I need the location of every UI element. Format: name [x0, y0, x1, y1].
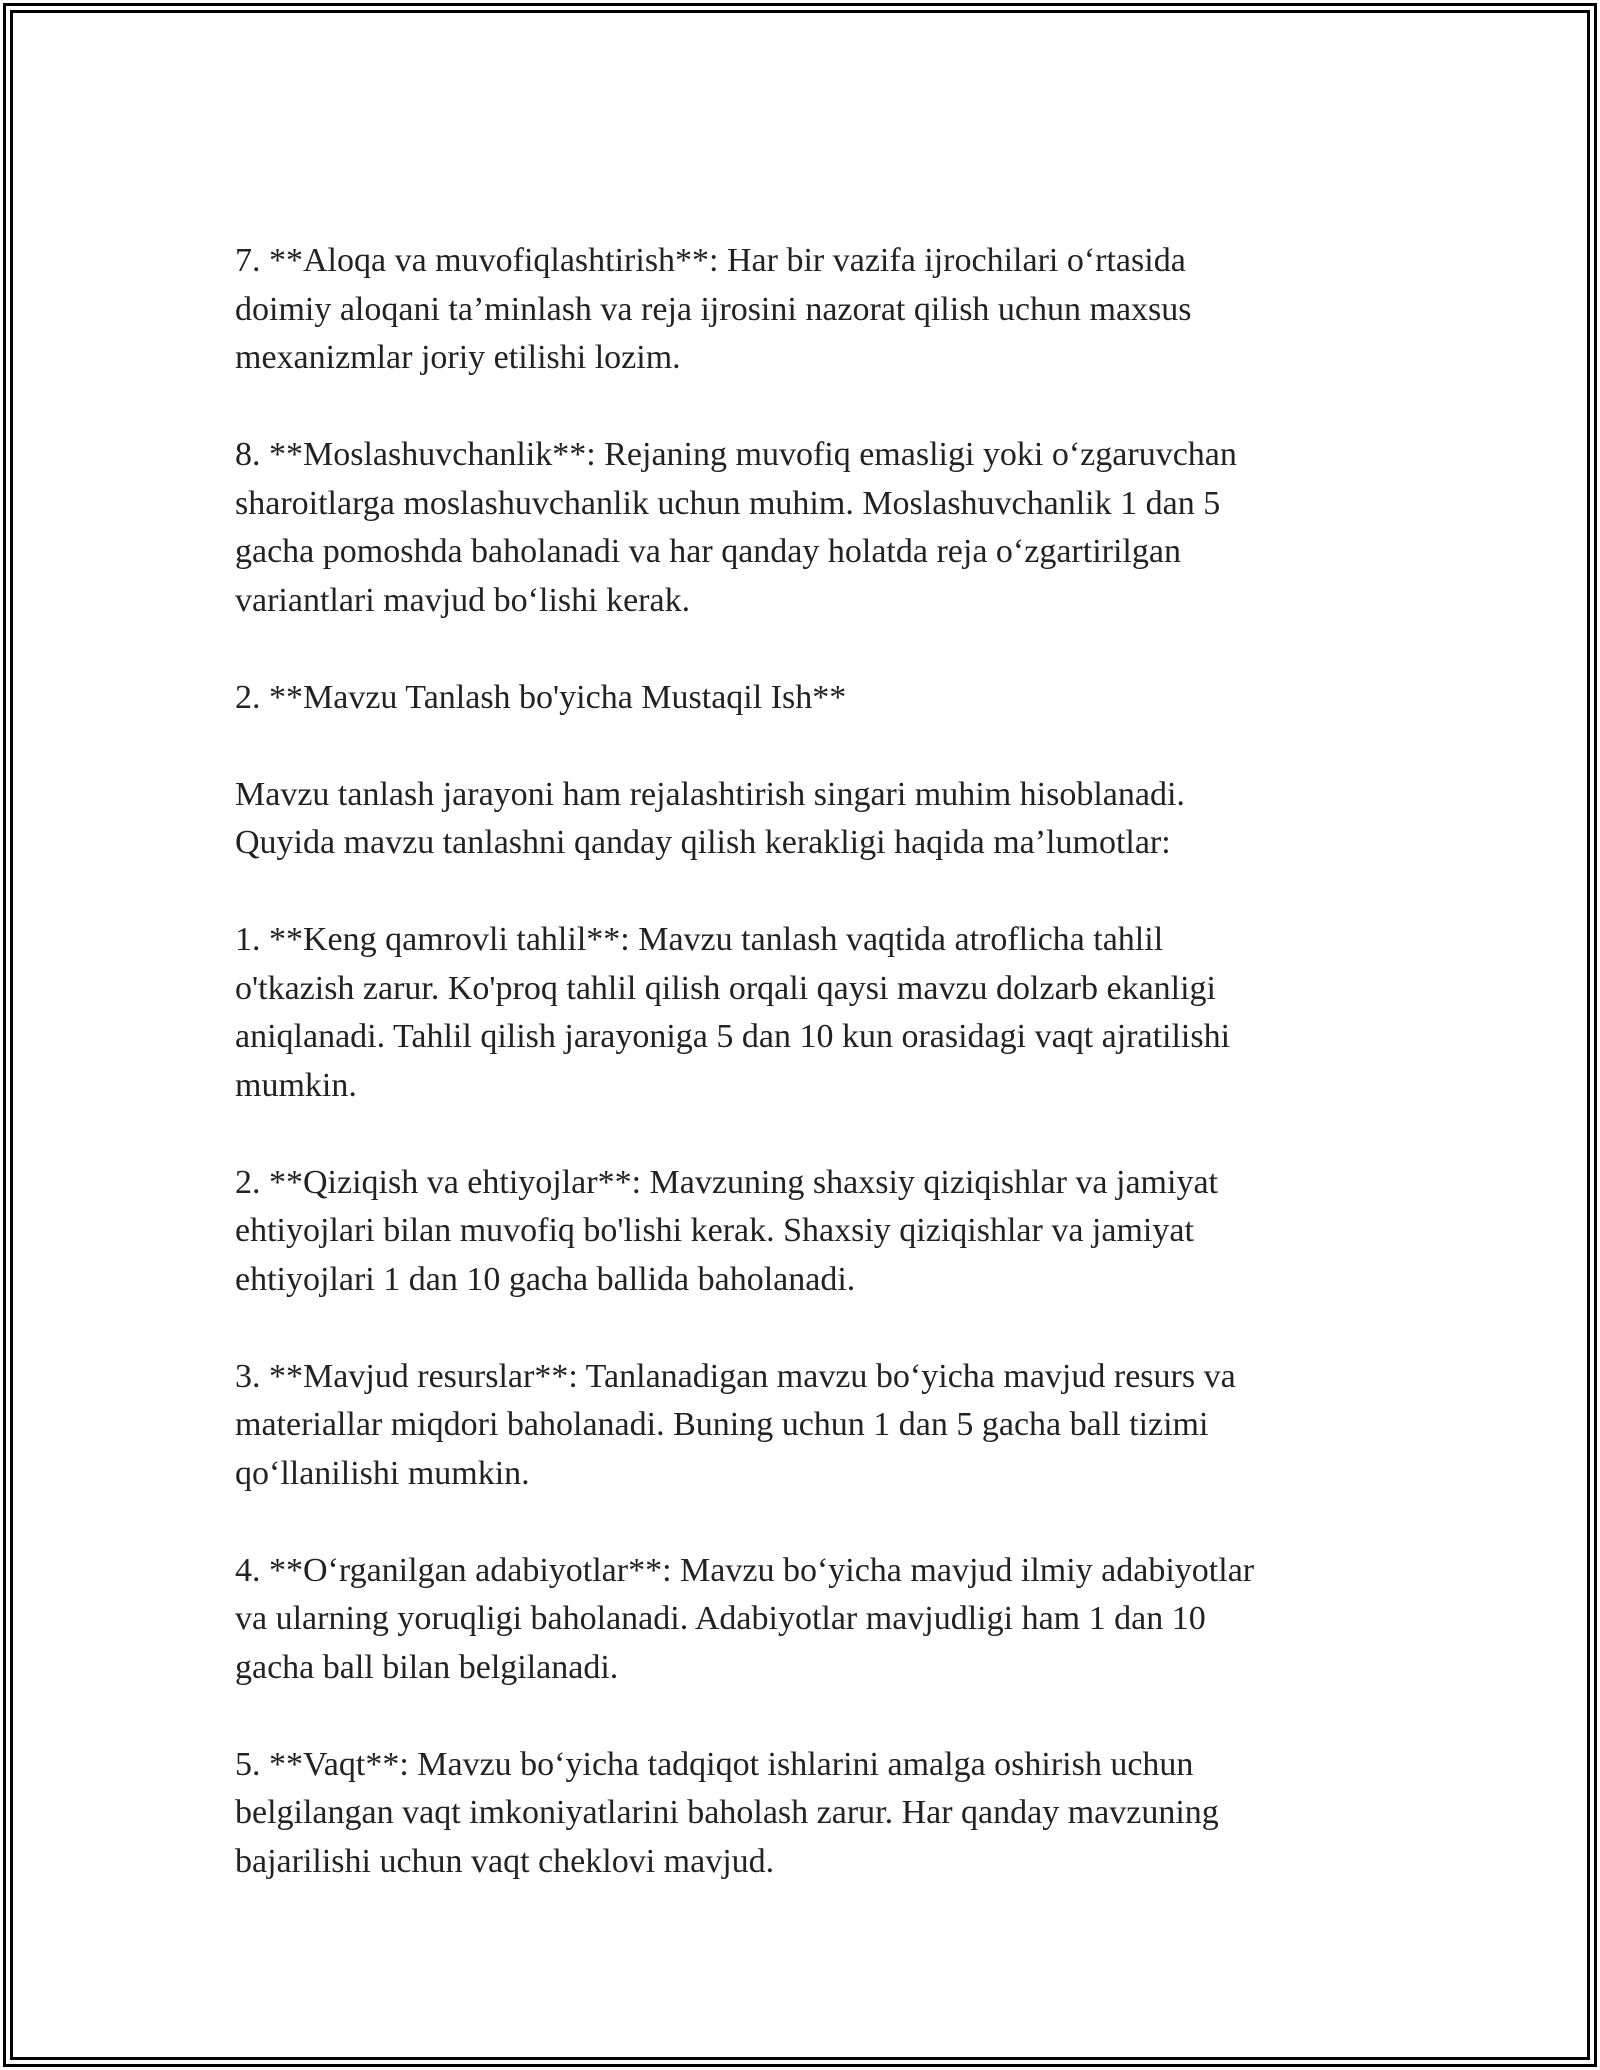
paragraph-time: 5. **Vaqt**: Mavzu bo‘yicha tadqiqot ishlarini amalga oshirish uchun belgilangan vaqt imkoniyatlarini baholash zarur. Har qanday mavzuning bajarilishi uchun vaqt cheklovi mavjud. — [235, 1745, 1219, 1880]
document-body — [235, 237, 1365, 1935]
paragraph-available-resources: 3. **Mavjud resurslar**: Tanlanadigan mavzu bo‘yicha mavjud resurs va materiallar miqdori baholanadi. Buning uchun 1 dan 5 gacha ball tizimi qo‘llanilishi mumkin. — [235, 1357, 1236, 1492]
paragraph-comprehensive-analysis: 1. **Keng qamrovli tahlil**: Mavzu tanlash vaqtida atroflicha tahlil o'tkazish zarur. Ko'proq tahlil qilish orqali qaysi mavzu dolzarb ekanligi aniqlanadi. Tahlil qilish jarayoniga 5 dan 10 kun orasidagi vaqt ajratilishi mumkin. — [235, 921, 1231, 1104]
paragraph-intro: Mavzu tanlash jarayoni ham rejalashtirish singari muhim hisoblanadi. Quyida mavzu tanlashni qanday qilish kerakligi haqida ma’lumotlar: — [235, 775, 1185, 861]
paragraph-flexibility: 8. **Moslashuvchanlik**: Rejaning muvofiq emasligi yoki o‘zgaruvchan sharoitlarga moslashuvchanlik uchun muhim. Moslashuvchanlik 1 dan 5 gacha pomoshda baholanadi va har qanday holatda reja o‘zgartirilgan variantlari mavjud bo‘lishi kerak. — [235, 436, 1237, 619]
paragraph-communication-coordination: 7. **Aloqa va muvofiqlashtirish**: Har bir vazifa ijrochilari o‘rtasida doimiy aloqani ta’minlash va reja ijrosini nazorat qilish uchun maxsus mexanizmlar joriy etilishi lozim. — [235, 242, 1192, 376]
paragraph-interests-needs: 2. **Qiziqish va ehtiyojlar**: Mavzuning shaxsiy qiziqishlar va jamiyat ehtiyojlari bilan muvofiq bo'lishi kerak. Shaxsiy qiziqishlar va jamiyat ehtiyojlari 1 dan 10 gacha ballida baholanadi. — [235, 1163, 1218, 1298]
section-heading-topic-selection: 2. **Mavzu Tanlash bo'yicha Mustaqil Ish** — [235, 678, 847, 716]
paragraph-studied-literature: 4. **O‘rganilgan adabiyotlar**: Mavzu bo‘yicha mavjud ilmiy adabiyotlar va ularning yoruqligi baholanadi. Adabiyotlar mavjudligi ham 1 dan 10 gacha ball bilan belgilanadi. — [235, 1551, 1255, 1686]
